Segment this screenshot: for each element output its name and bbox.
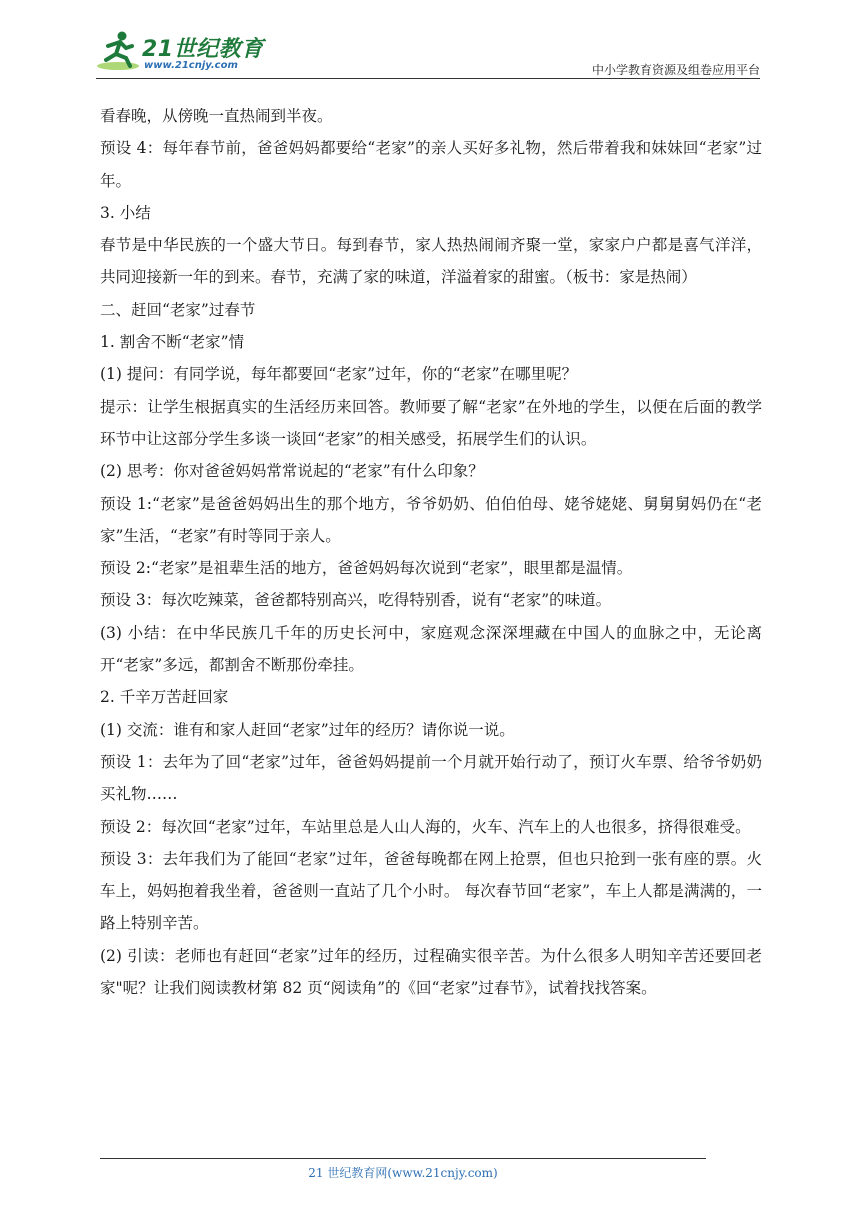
runner-logo-icon	[96, 30, 140, 72]
header-divider	[96, 78, 760, 79]
paragraph: 预设 1:“老家”是爸爸妈妈出生的那个地方，爷爷奶奶、伯伯伯母、姥爷姥姥、舅舅舅妈仍在“老家”生活，“老家”有时等同于亲人。	[100, 494, 762, 545]
paragraph: 看春晚，从傍晚一直热闹到半夜。	[100, 107, 333, 125]
section-heading: 二、赶回“老家”过春节	[100, 300, 256, 319]
section-heading: 2. 千辛万苦赶回家	[100, 688, 229, 707]
paragraph: 提示：让学生根据真实的生活经历来回答。教师要了解“老家”在外地的学生，以便在后面的教学环节中让这部分学生多谈一谈回“老家”的相关感受，拓展学生们的认识。	[100, 397, 762, 448]
paragraph: 预设 3：去年我们为了能回“老家”过年，爸爸每晚都在网上抢票，但也只抢到一张有座的票。火车上，妈妈抱着我坐着，爸爸则一直站了几个小时。 每次春节回“老家”，车上人都是满满的，一路上特别辛苦。	[100, 849, 762, 933]
paragraph: 预设 1：去年为了回“老家”过年，爸爸妈妈提前一个月就开始行动了，预订火车票、给爷爷奶奶买礼物……	[100, 752, 762, 804]
paragraph: 预设 2：每次回“老家”过年，车站里总是人山人海的，火车、汽车上的人也很多，挤得很难受。	[100, 817, 751, 836]
page-footer: 21 世纪教育网(www.21cnjy.com)	[308, 1166, 498, 1180]
logo-text: 21世纪教育	[142, 37, 264, 62]
platform-name: 中小学教育资源及组卷应用平台	[591, 63, 760, 77]
document-body	[100, 100, 762, 1004]
paragraph: 预设 2:“老家”是祖辈生活的地方，爸爸妈妈每次说到“老家”，眼里都是温情。	[100, 559, 633, 578]
paragraph: (3) 小结：在中华民族几千年的历史长河中，家庭观念深深埋藏在中国人的血脉之中，无论离开“老家”多远，都割舍不断那份牵挂。	[100, 623, 762, 675]
paragraph: 预设 3：每次吃辣菜，爸爸都特别高兴，吃得特别香，说有“老家”的味道。	[100, 591, 612, 610]
logo-url: www.21cnjy.com	[144, 60, 238, 71]
section-heading: 1. 割舍不断“老家”情	[100, 333, 245, 352]
footer-divider	[100, 1158, 706, 1159]
paragraph: (2) 思考：你对爸爸妈妈常常说起的“老家”有什么印象？	[100, 462, 484, 481]
paragraph: (2) 引读：老师也有赶回“老家”过年的经历，过程确实很辛苦。为什么很多人明知辛苦还要回老家"呢？让我们阅读教材第 82 页“阅读角”的《回“老家”过春节》，试着找找答案。	[100, 946, 762, 998]
paragraph: 预设 4：每年春节前，爸爸妈妈都要给“老家”的亲人买好多礼物，然后带着我和妹妹回“老家”过年。	[100, 139, 762, 190]
paragraph: (1) 交流：谁有和家人赶回“老家”过年的经历？请你说一说。	[100, 720, 515, 739]
section-heading: 3. 小结	[100, 203, 151, 222]
paragraph: 春节是中华民族的一个盛大节日。每到春节，家人热热闹闹齐聚一堂，家家户户都是喜气洋洋，共同迎接新一年的到来。春节，充满了家的味道，洋溢着家的甜蜜。（板书：家是热闹）	[100, 236, 762, 287]
page-header	[96, 28, 760, 80]
paragraph: (1) 提问：有同学说，每年都要回“老家”过年，你的“老家”在哪里呢？	[100, 365, 578, 384]
logo	[96, 28, 266, 78]
